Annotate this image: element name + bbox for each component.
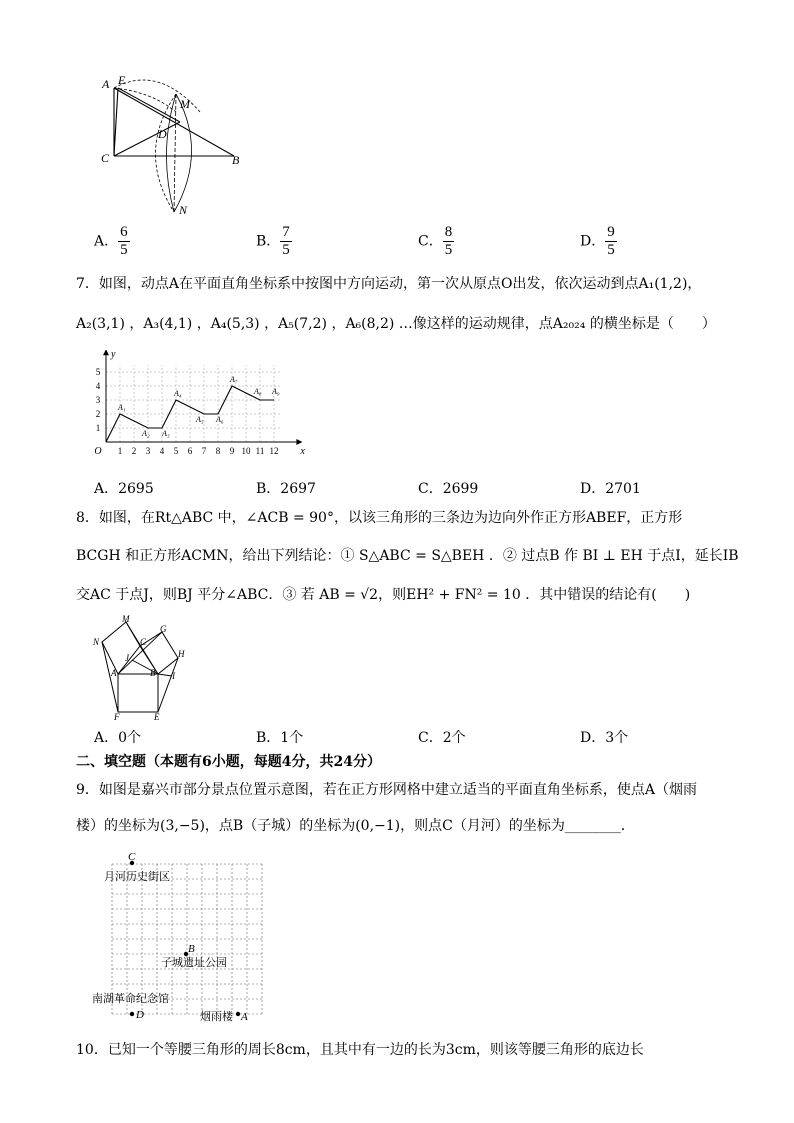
q8-option-c[interactable]: C．2个 xyxy=(418,730,466,746)
q6-option-b[interactable]: B． $\frac{7}{5}$ xyxy=(256,224,290,258)
q8-label-j: J xyxy=(125,653,129,663)
q8-label-b: B xyxy=(150,668,156,678)
x-tick-label: 3 xyxy=(145,446,151,456)
q9-point-a xyxy=(236,1012,240,1016)
q9-line-1: 9．如图是嘉兴市部分景点位置示意图，若在正方形网格中建立适当的平面直角坐标系，使点A（烟雨 xyxy=(76,782,698,798)
q9-label-c: C xyxy=(128,851,136,863)
point-label: A₉ xyxy=(272,387,280,396)
q8-option-d[interactable]: D．3个 xyxy=(580,730,629,746)
y-axis-label: y xyxy=(111,350,116,361)
q6-label-c: C xyxy=(101,151,110,165)
section-2-title: 二、填空题（本题有6小题，每题4分，共24分） xyxy=(76,754,381,770)
q7-option-d[interactable]: D．2701 xyxy=(580,481,641,497)
x-tick-label: 1 xyxy=(117,446,123,456)
q9-label-d: D xyxy=(136,1009,144,1021)
q6-figure xyxy=(96,72,256,222)
x-tick-label: 6 xyxy=(187,446,193,456)
q7-line-2: A₂(3,1) ，A₃(4,1) ，A₄(5,3) ，A₅(7,2) ，A₆(8,2) …像这样的运动规律，点A₂₀₂₄ 的横坐标是（ ） xyxy=(76,316,716,332)
q9-name-a: 烟雨楼 xyxy=(200,1011,233,1023)
x-tick-label: 4 xyxy=(159,446,165,456)
q9-name-d: 南湖革命纪念馆 xyxy=(92,993,169,1005)
q9-name-b: 子城遗址公园 xyxy=(161,957,227,969)
q8-label-h: H xyxy=(178,649,185,659)
x-tick-label: 2 xyxy=(131,446,137,456)
q7-option-a[interactable]: A．2695 xyxy=(94,481,154,497)
q8-label-g: G xyxy=(160,624,167,634)
q8-option-a[interactable]: A．0个 xyxy=(94,730,142,746)
q8-figure xyxy=(88,614,198,720)
q6-label-n: N xyxy=(179,203,188,217)
y-tick-label: 2 xyxy=(95,409,101,419)
q9-point-d xyxy=(130,1012,134,1016)
x-tick-label: 9 xyxy=(229,446,235,456)
q6-label-e: E xyxy=(118,73,126,87)
point-label: A₁ xyxy=(118,403,126,412)
q6-label-a: A xyxy=(102,77,110,91)
y-tick-label: 1 xyxy=(95,423,101,433)
q8-label-c: C xyxy=(140,637,147,647)
x-tick-label: 11 xyxy=(255,446,265,456)
q6-option-d[interactable]: D． $\frac{9}{5}$ xyxy=(580,224,615,258)
q8-label-a: A xyxy=(111,668,117,678)
q7-option-c[interactable]: C．2699 xyxy=(418,481,479,497)
q6-label-m: M xyxy=(180,97,190,111)
point-label: A₅ xyxy=(196,415,204,424)
x-tick-label: 7 xyxy=(201,446,207,456)
q7-option-b[interactable]: B．2697 xyxy=(256,481,316,497)
q9-label-b: B xyxy=(188,943,195,955)
point-label: A₄ xyxy=(174,389,182,398)
q8-label-e: E xyxy=(154,712,160,720)
q7-chart xyxy=(88,350,308,462)
y-tick-label: 5 xyxy=(95,367,101,377)
q6-label-d: D xyxy=(158,127,167,141)
q6-option-a[interactable]: A． $\frac{6}{5}$ xyxy=(94,224,128,258)
q8-line-2: BCGH 和正方形ACMN，给出下列结论：① S△ABC = S△BEH ．② 过点B 作 BI ⊥ EH 于点I，延长IB xyxy=(76,548,739,564)
q9-label-a: A xyxy=(241,1011,248,1023)
x-tick-label: 5 xyxy=(173,446,179,456)
point-label: A₆ xyxy=(216,415,224,424)
q8-label-m: M xyxy=(122,614,130,624)
y-axis-arrow xyxy=(103,350,109,355)
q10-line-1: 10．已知一个等腰三角形的周长8cm，且其中有一边的长为3cm，则该等腰三角形的底边长 xyxy=(76,1042,644,1058)
q8-option-b[interactable]: B．1个 xyxy=(256,730,304,746)
point-label: A₇ xyxy=(230,375,238,384)
point-label: A₂ xyxy=(142,429,150,438)
q9-line-2: 楼）的坐标为(3,−5)，点B（子城）的坐标为(0,−1)，则点C（月河）的坐标为________． xyxy=(76,818,635,834)
q8-label-f: F xyxy=(114,712,120,720)
point-label: A₃ xyxy=(162,429,170,438)
q8-line-1: 8．如图，在Rt△ABC 中，∠ACB = 90°，以该三角形的三条边为边向外作正方形ABEF，正方形 xyxy=(76,510,683,526)
y-tick-label: 3 xyxy=(95,395,101,405)
point-label: A₈ xyxy=(254,387,262,396)
x-tick-label: 8 xyxy=(215,446,221,456)
q7-line-1: 7．如图，动点A在平面直角坐标系中按图中方向运动，第一次从原点O出发，依次运动到点A₁(1,2)， xyxy=(76,276,702,292)
origin-label: O xyxy=(94,446,102,457)
y-tick-label: 4 xyxy=(95,381,101,391)
q9-name-c: 月河历史街区 xyxy=(104,871,170,883)
q6-label-b: B xyxy=(232,153,240,167)
q8-label-n: N xyxy=(93,637,100,647)
q8-label-i: I xyxy=(172,671,175,681)
q9-map xyxy=(90,848,270,1028)
x-tick-label: 10 xyxy=(241,446,251,456)
q6-option-c[interactable]: C． $\frac{8}{5}$ xyxy=(418,224,453,258)
x-tick-label: 12 xyxy=(269,446,279,456)
q8-line-3: 交AC 于点J，则BJ 平分∠ABC．③ 若 AB = √2，则EH² + FN² = 10 ．其中错误的结论有( ) xyxy=(76,587,691,603)
x-axis-arrow xyxy=(296,439,302,445)
x-axis-label: x xyxy=(300,446,305,457)
